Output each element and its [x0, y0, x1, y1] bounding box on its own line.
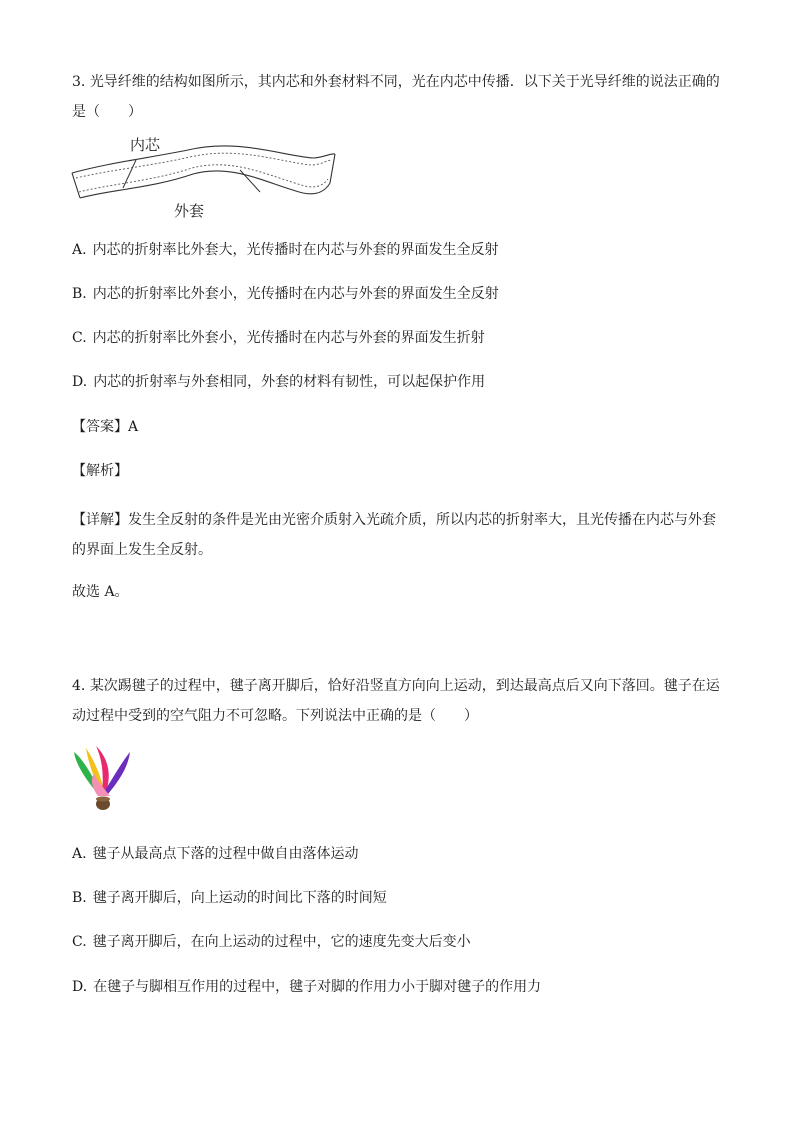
q4-option-b-letter: B. [72, 890, 87, 906]
question-3-stem-text: 光导纤维的结构如图所示，其内芯和外套材料不同，光在内芯中传播．以下关于光导纤维的说法正确的是（ ） [72, 74, 720, 120]
question-4-stem-text: 某次踢毽子的过程中，毽子离开脚后，恰好沿竖直方向向上运动，到达最高点后又向下落回。毽子在运动过程中受到的空气阻力不可忽略。下列说法中正确的是（ ） [72, 678, 720, 724]
question-3-number: 3. [72, 74, 86, 90]
q4-option-a [72, 844, 359, 864]
q4-option-a-text: 毽子从最高点下落的过程中做自由落体运动 [92, 846, 359, 862]
fiber-sheath-outer-top [72, 146, 335, 173]
q3-option-b [72, 284, 499, 304]
q4-option-c-letter: C. [72, 934, 87, 950]
q3-option-b-text: 内芯的折射率比外套小，光传播时在内芯与外套的界面发生全反射 [92, 286, 499, 302]
optical-fiber-figure [68, 128, 348, 223]
answer-value: A [128, 419, 139, 435]
question-4-number: 4. [72, 678, 86, 694]
core-leader-line [123, 160, 136, 188]
q3-option-a-text: 内芯的折射率比外套大，光传播时在内芯与外套的界面发生全反射 [92, 242, 499, 258]
detail-text: 发生全反射的条件是光由光密介质射入光疏介质，所以内芯的折射率大，且光传播在内芯与外套的界面上发生全反射。 [72, 512, 716, 558]
q3-option-d-text: 内芯的折射率与外套相同，外套的材料有韧性，可以起保护作用 [93, 374, 486, 390]
detail-paragraph [72, 505, 722, 565]
detail-label: 【详解】 [72, 512, 128, 528]
q3-option-c-letter: C. [72, 330, 87, 346]
q4-option-d-letter: D. [72, 979, 88, 995]
question-3-stem [72, 67, 722, 127]
answer-label: 【答案】 [72, 419, 128, 435]
label-core: 内芯 [130, 136, 161, 154]
q4-option-d [72, 977, 541, 997]
label-sheath: 外套 [174, 202, 205, 220]
q4-option-c-text: 毽子离开脚后，在向上运动的过程中，它的速度先变大后变小 [92, 934, 471, 950]
q4-option-c [72, 932, 471, 952]
q4-option-b-text: 毽子离开脚后，向上运动的时间比下落的时间短 [92, 890, 387, 906]
shuttlecock-base-top [96, 797, 110, 802]
fiber-sheath-outer-bottom [80, 171, 330, 198]
fiber-right-end [330, 154, 335, 183]
q3-option-a-letter: A. [72, 242, 87, 258]
shuttlecock-image [70, 744, 132, 816]
q4-option-d-text: 在毽子与脚相互作用的过程中，毽子对脚的作用力小于脚对毽子的作用力 [93, 979, 542, 995]
question-4-stem [72, 671, 722, 731]
q3-option-d-letter: D. [72, 374, 88, 390]
analysis-label: 【解析】 [72, 463, 128, 479]
q4-option-b [72, 888, 387, 908]
answer-line [72, 417, 138, 437]
q3-option-c-text: 内芯的折射率比外套小，光传播时在内芯与外套的界面发生折射 [92, 330, 485, 346]
sheath-leader-line [240, 170, 260, 192]
q4-option-a-letter: A. [72, 846, 87, 862]
q3-option-d [72, 372, 485, 392]
fiber-core-bottom [79, 165, 328, 192]
q3-option-c [72, 328, 485, 348]
q3-option-a [72, 240, 499, 260]
fiber-left-end [72, 173, 80, 198]
conclusion-line: 故选 A。 [72, 584, 129, 600]
fiber-core-top [76, 153, 332, 178]
q3-option-b-letter: B. [72, 286, 87, 302]
